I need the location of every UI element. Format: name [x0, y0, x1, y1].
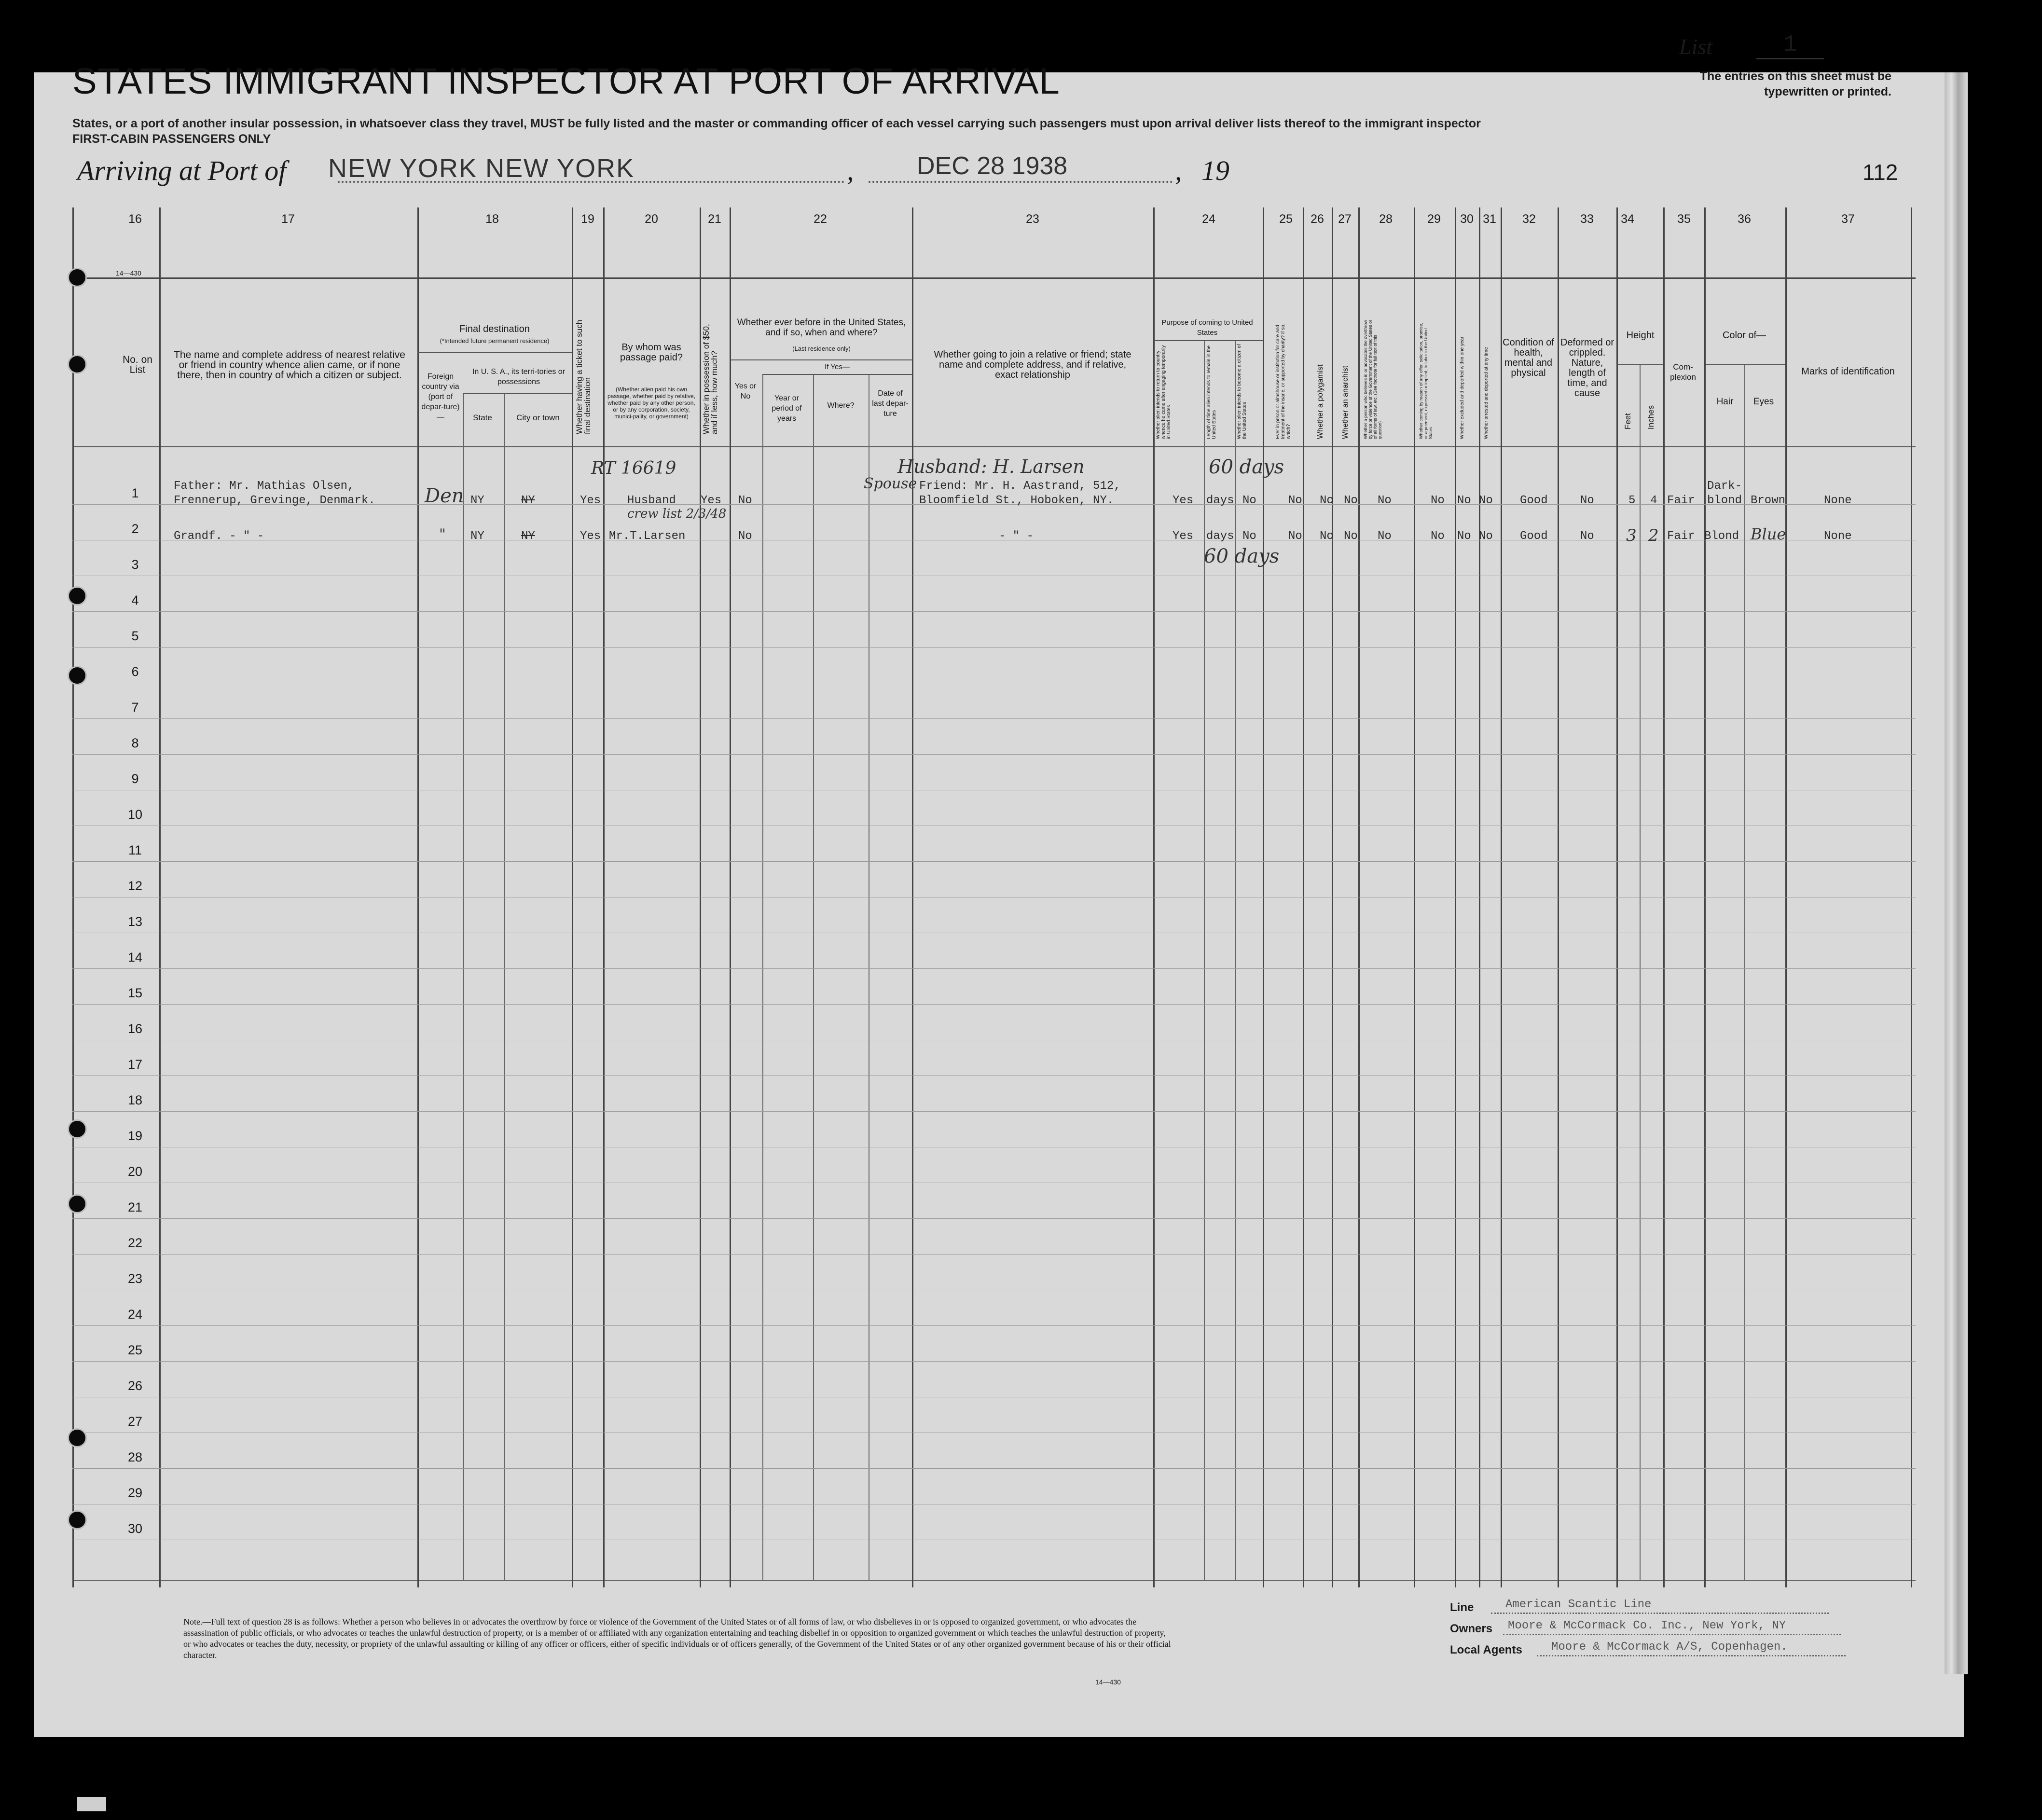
row-number: 5 [131, 629, 139, 643]
punch-hole [68, 1194, 87, 1213]
marks: None [1824, 530, 1852, 543]
col27-header: Whether an anarchist [1341, 365, 1350, 439]
health: Good [1520, 494, 1548, 507]
column-number: 18 [485, 212, 499, 226]
money: Yes [701, 494, 722, 507]
col24-sub-line [1154, 340, 1263, 341]
form-number: 14—430 [116, 269, 141, 277]
col22-ifyes-line [762, 374, 912, 375]
col34-inches: Inches [1646, 405, 1656, 429]
row-rule [72, 1254, 1916, 1255]
row-number: 29 [127, 1486, 143, 1500]
local-agents-value: Moore & McCormack A/S, Copenhagen. [1551, 1641, 1788, 1654]
relative-line-1: Father: Mr. Mathias Olsen, [174, 480, 355, 493]
row-number: 22 [127, 1236, 143, 1250]
local-agents-label: Local Agents [1450, 1643, 1522, 1656]
col25-header: Ever in prison or almshouse or institution for care and treatment of the insane, or supported by charity? If so, which? [1275, 323, 1291, 439]
punch-hole [68, 666, 87, 685]
column-divider [1640, 364, 1641, 1580]
column-number: 22 [814, 212, 827, 226]
form-title: STATES IMMIGRANT INSPECTOR AT PORT OF ARRIVAL [72, 61, 1060, 102]
height-inches: 2 [1648, 526, 1659, 545]
col17-header: The name and complete address of nearest relative or friend in country whence alien came, or if none there, then in country of which a citizen or subject. [174, 349, 405, 381]
ever-before: No [738, 530, 752, 543]
column-number: 29 [1427, 212, 1441, 226]
handwritten-foreign-note-2: " [439, 526, 446, 543]
join-line-1: Friend: Mr. H. Aastrand, 512, [919, 480, 1121, 493]
comma: , [1175, 155, 1182, 186]
col32-header: Condition of health, mental and physical [1503, 337, 1554, 378]
col18-state: State [473, 413, 492, 422]
handwritten-paid-note: crew list 2/3/48 [627, 507, 727, 521]
paid-by: Husband [627, 494, 676, 507]
column-divider [1303, 207, 1304, 1587]
comma: , [847, 155, 854, 186]
length: days [1206, 530, 1234, 543]
column-divider [159, 207, 161, 1587]
punch-hole [68, 1510, 87, 1530]
return: Yes [1173, 530, 1194, 543]
row-number: 12 [127, 879, 143, 893]
col24-length: Length of time alien intends to remain in the United States [1206, 345, 1217, 439]
row-number: 25 [127, 1343, 143, 1357]
col18-sub: (*Intended future permanent residence) [440, 337, 550, 345]
q30: No [1457, 494, 1471, 507]
prison: No [1288, 530, 1302, 543]
anarchist: No [1344, 494, 1358, 507]
row-rule [72, 1075, 1916, 1076]
column-number: 33 [1580, 212, 1594, 226]
line-dotted [1491, 1613, 1829, 1614]
row-number: 23 [127, 1271, 143, 1286]
health: Good [1520, 530, 1548, 543]
column-number: 30 [1460, 212, 1474, 226]
column-number: 23 [1026, 212, 1039, 226]
column-divider [603, 207, 605, 1587]
polygamist: No [1320, 530, 1334, 543]
owners-label: Owners [1450, 1622, 1493, 1635]
row-rule [72, 754, 1916, 755]
row-number: 2 [131, 522, 139, 536]
row-rule [72, 1218, 1916, 1219]
column-number: 17 [281, 212, 295, 226]
column-divider [504, 393, 505, 1580]
row-number: 26 [127, 1379, 143, 1393]
relative-line-2: Frennerup, Grevinge, Denmark. [174, 494, 375, 507]
column-number: 21 [708, 212, 721, 226]
col20-header: By whom was passage paid? [620, 342, 683, 363]
row-number: 19 [127, 1129, 143, 1143]
col29-header: Whether coming by reason of any offer, solicitation, promise, or agreement, expressed or implied, to labor in the United States [1419, 323, 1433, 439]
page-edge [1945, 72, 1968, 1674]
row-rule [72, 1468, 1916, 1469]
column-divider [1332, 207, 1333, 1587]
column-number: 36 [1738, 212, 1751, 226]
state: NY [470, 530, 484, 543]
col26-header: Whether a polygamist [1316, 364, 1325, 439]
footer-form-number: 14—430 [1095, 1678, 1121, 1686]
row-number: 11 [128, 843, 142, 857]
arriving-label: Arriving at Port of [77, 155, 287, 186]
row-rule [72, 1361, 1916, 1362]
col34-sub-line [1617, 364, 1663, 365]
col23-header: Whether going to join a relative or friend; state name and complete address, and if relative, exact relationship [934, 349, 1131, 380]
col28-header: Whether a person who believes in or advocates the overthrow by force or violence of the Government of the United States or of all forms of law, etc. (See footnote for full text of this question) [1363, 319, 1382, 439]
notice-line-2: FIRST-CABIN PASSENGERS ONLY [72, 132, 271, 146]
row-number: 7 [131, 700, 139, 715]
column-number: 24 [1202, 212, 1215, 226]
row-number: 18 [127, 1093, 143, 1107]
column-number: 32 [1522, 212, 1536, 226]
col18-us-line [463, 393, 572, 394]
col35-header: Com-plexion [1670, 362, 1696, 382]
q31: No [1479, 494, 1493, 507]
handwritten-length-note-2: 60 days [1204, 545, 1280, 567]
column-divider [813, 374, 814, 1580]
row-number: 24 [127, 1307, 143, 1322]
citizen: No [1242, 530, 1256, 543]
column-number: 16 [128, 212, 142, 226]
row-number: 30 [127, 1521, 143, 1536]
scan-corner-artifact [77, 1797, 106, 1811]
col34-feet: Feet [1623, 413, 1632, 429]
column-divider [572, 207, 573, 1587]
col36-sub-line [1706, 364, 1785, 365]
handwritten-length-note: 60 days [1209, 456, 1284, 478]
col18-foreign: Foreign country via (port of depar-ture)— [421, 372, 460, 421]
column-number: 26 [1311, 212, 1324, 226]
row-number: 28 [127, 1450, 143, 1464]
q30: No [1457, 530, 1471, 543]
col18-us: In U. S. A., its terri-tories or possessions [472, 368, 566, 386]
col22-date: Date of last depar-ture [872, 389, 909, 418]
header-bottom-border [72, 446, 1916, 447]
prison: No [1288, 494, 1302, 507]
complexion: Fair [1667, 494, 1695, 507]
col37-header: Marks of identification [1801, 366, 1895, 377]
column-number: 28 [1379, 212, 1393, 226]
arrival-date: DEC 28 1938 [917, 152, 1068, 180]
column-number: 20 [645, 212, 658, 226]
row-number: 6 [131, 664, 139, 679]
row-number: 3 [131, 557, 139, 572]
line-label: Line [1450, 1601, 1474, 1614]
column-number: 35 [1677, 212, 1691, 226]
col19-header: Whether having a ticket to such final destination [575, 319, 592, 434]
marks: None [1824, 494, 1852, 507]
col18-head: Final destination [459, 324, 530, 334]
row-number: 21 [127, 1200, 143, 1214]
height-inches: 4 [1650, 494, 1657, 507]
col22-head: Whether ever before in the United States, and if so, when and where? [737, 317, 906, 338]
column-divider [1358, 207, 1360, 1587]
manifest-sheet [34, 72, 1964, 1737]
punch-hole [68, 355, 87, 374]
list-label: List [1679, 34, 1713, 59]
row-number: 16 [127, 1021, 143, 1036]
row-number: 1 [131, 486, 139, 500]
row-rule [72, 1325, 1916, 1326]
list-note: The entries on this sheet must be typewritten or printed. [1699, 69, 1891, 98]
column-divider [1616, 207, 1618, 1587]
col24-return: Whether alien intends to return to country whence he came after engaging temporarily in United States [1156, 345, 1172, 439]
col24-citizen: Whether alien intends to become a citizen of the United States [1237, 344, 1247, 439]
column-number: 31 [1483, 212, 1496, 226]
column-divider [1501, 207, 1502, 1587]
row-rule [72, 1111, 1916, 1112]
port-of-arrival: NEW YORK NEW YORK [328, 154, 635, 183]
ticket: Yes [580, 530, 601, 543]
agents-dotted [1537, 1655, 1846, 1656]
column-divider [1911, 207, 1912, 1587]
column-divider [72, 207, 74, 1587]
row-rule [72, 647, 1916, 648]
column-divider [1235, 340, 1236, 1580]
column-divider [1414, 207, 1415, 1587]
length: days [1206, 494, 1234, 507]
col18-sub-line [417, 352, 572, 353]
join-line-1: - " - [999, 530, 1034, 543]
row-rule [72, 611, 1916, 612]
column-divider [463, 393, 464, 1580]
eye-color: Blue [1751, 525, 1786, 543]
year-prefix: 19 [1201, 155, 1229, 186]
table-top-border [72, 277, 1916, 279]
return: Yes [1173, 494, 1194, 507]
row-number: 27 [127, 1414, 143, 1429]
row-rule [72, 718, 1916, 719]
col22-ifyes: If Yes— [825, 363, 850, 371]
row-rule [72, 1004, 1916, 1005]
col36-eyes: Eyes [1753, 397, 1774, 407]
owners-value: Moore & McCormack Co. Inc., New York, NY [1508, 1619, 1786, 1632]
deformed: No [1580, 530, 1594, 543]
row-number: 14 [127, 950, 143, 965]
paid-by: Mr.T.Larsen [609, 530, 686, 543]
complexion: Fair [1667, 530, 1695, 543]
eye-color: Brown [1751, 494, 1786, 507]
question-28-footnote: Note.—Full text of question 28 is as follows: Whether a person who believes in or advocates the overthrow by force or violence of the Government of the United States or of all forms of law, or who disbelieves in or is opposed to organized government, or who advocates the assassination of public officials, or who advocates or teaches the unlawful destruction of property, or is a member of or affiliated with any organization entertaining and teaching disbelief in or opposition to organized government or which teaches the unlawful destruction of property, or who advocates or teaches the duty, necessity, or propriety of the unlawful assaulting or killing of any officer or officers, either of specific individuals or of officers generally, of the Government of the United States or of any other organized government because of his or their official character. [183, 1617, 1171, 1660]
col24-head: Purpose of coming to United States [1161, 318, 1253, 337]
column-divider [1663, 207, 1665, 1587]
citizen: No [1242, 494, 1256, 507]
col22-where: Where? [827, 401, 855, 410]
col16-header: No. on List [123, 354, 152, 375]
punch-hole [68, 268, 87, 287]
col22-sub: (Last residence only) [792, 345, 851, 352]
row-number: 17 [127, 1057, 143, 1072]
deformed: No [1580, 494, 1594, 507]
ticket: Yes [580, 494, 601, 507]
handwritten-spouse-note: Spouse [864, 475, 917, 492]
column-divider [762, 374, 763, 1580]
column-divider [1204, 340, 1205, 1580]
q28: No [1378, 530, 1392, 543]
punch-hole [68, 1428, 87, 1448]
column-divider [1704, 207, 1706, 1587]
handwritten-join-note: Husband: H. Larsen [897, 456, 1085, 477]
column-number: 25 [1279, 212, 1293, 226]
row-number: 20 [127, 1164, 143, 1179]
owners-dotted [1503, 1634, 1841, 1635]
height-feet: 5 [1628, 494, 1636, 507]
date-dotted-line [869, 181, 1173, 183]
punch-hole [68, 1119, 87, 1139]
row-number: 13 [127, 914, 143, 929]
relative-line-1: Grandf. - " - [174, 530, 264, 543]
handwritten-ticket-note: RT 16619 [591, 458, 676, 478]
anarchist: No [1344, 530, 1358, 543]
column-number: 34 [1621, 212, 1634, 226]
col20-sub: (Whether alien paid his own passage, whether paid by relative, whether paid by any other person, or by any corporation, society, munici-pality, or government) [607, 386, 696, 420]
col22-yesno: Yes or No [734, 382, 757, 400]
column-divider [730, 207, 731, 1587]
ever-before: No [738, 494, 752, 507]
column-divider [1153, 207, 1155, 1587]
col36-head: Color of— [1722, 330, 1766, 341]
q31: No [1479, 530, 1493, 543]
column-divider [912, 207, 913, 1587]
row-number: 4 [131, 593, 139, 607]
col22-sub-line [731, 359, 912, 360]
table-bottom-border [72, 1580, 1916, 1581]
col31-header: Whether arrested and deported at any time [1484, 347, 1489, 439]
row-number: 10 [127, 807, 143, 822]
column-divider [1479, 207, 1480, 1587]
hair-color: Blond [1704, 530, 1739, 543]
q29: No [1431, 494, 1445, 507]
q28: No [1378, 494, 1392, 507]
column-number: 27 [1338, 212, 1352, 226]
col34-head: Height [1626, 330, 1655, 341]
notice-line-1: States, or a port of another insular possession, in whatsoever class they travel, MUST be fully listed and the master or commanding officer of each vessel carrying such passengers must upon arrival deliver lists thereof to the immigrant inspector [72, 117, 1481, 130]
column-divider [1785, 207, 1787, 1587]
col33-header: Deformed or crippled. Nature, length of time, and cause [1560, 337, 1614, 399]
column-divider [1455, 207, 1456, 1587]
row-rule [72, 861, 1916, 862]
polygamist: No [1320, 494, 1334, 507]
col30-header: Whether excluded and deported within one year [1460, 336, 1465, 439]
punch-hole [68, 586, 87, 606]
hair-color: Dark-blond [1707, 480, 1742, 507]
row-rule [72, 968, 1916, 969]
list-number: 1 [1756, 32, 1824, 59]
column-divider [1558, 207, 1559, 1587]
column-divider [1263, 207, 1264, 1587]
state: NY [470, 494, 484, 507]
height-feet: 3 [1626, 526, 1637, 545]
line-value: American Scantic Line [1505, 1598, 1652, 1611]
row-number: 9 [131, 772, 139, 786]
city: NY [521, 530, 535, 543]
handwritten-foreign-note: Den [425, 485, 464, 507]
column-divider [417, 207, 419, 1587]
row-number: 15 [127, 986, 143, 1000]
column-number: 37 [1841, 212, 1855, 226]
column-number: 19 [581, 212, 594, 226]
column-divider [1744, 364, 1745, 1580]
q29: No [1431, 530, 1445, 543]
col36-hair: Hair [1716, 397, 1734, 407]
col21-header: Whether in possession of $50, and if less, how much? [702, 324, 719, 434]
col18-city: City or town [516, 413, 560, 422]
form-notice [72, 116, 1616, 147]
page-number: 112 [1863, 160, 1898, 185]
city: NY [521, 494, 535, 507]
column-divider [700, 207, 701, 1587]
row-number: 8 [131, 736, 139, 750]
join-line-2: Bloomfield St., Hoboken, NY. [919, 494, 1114, 507]
col22-year: Year or period of years [772, 394, 802, 423]
